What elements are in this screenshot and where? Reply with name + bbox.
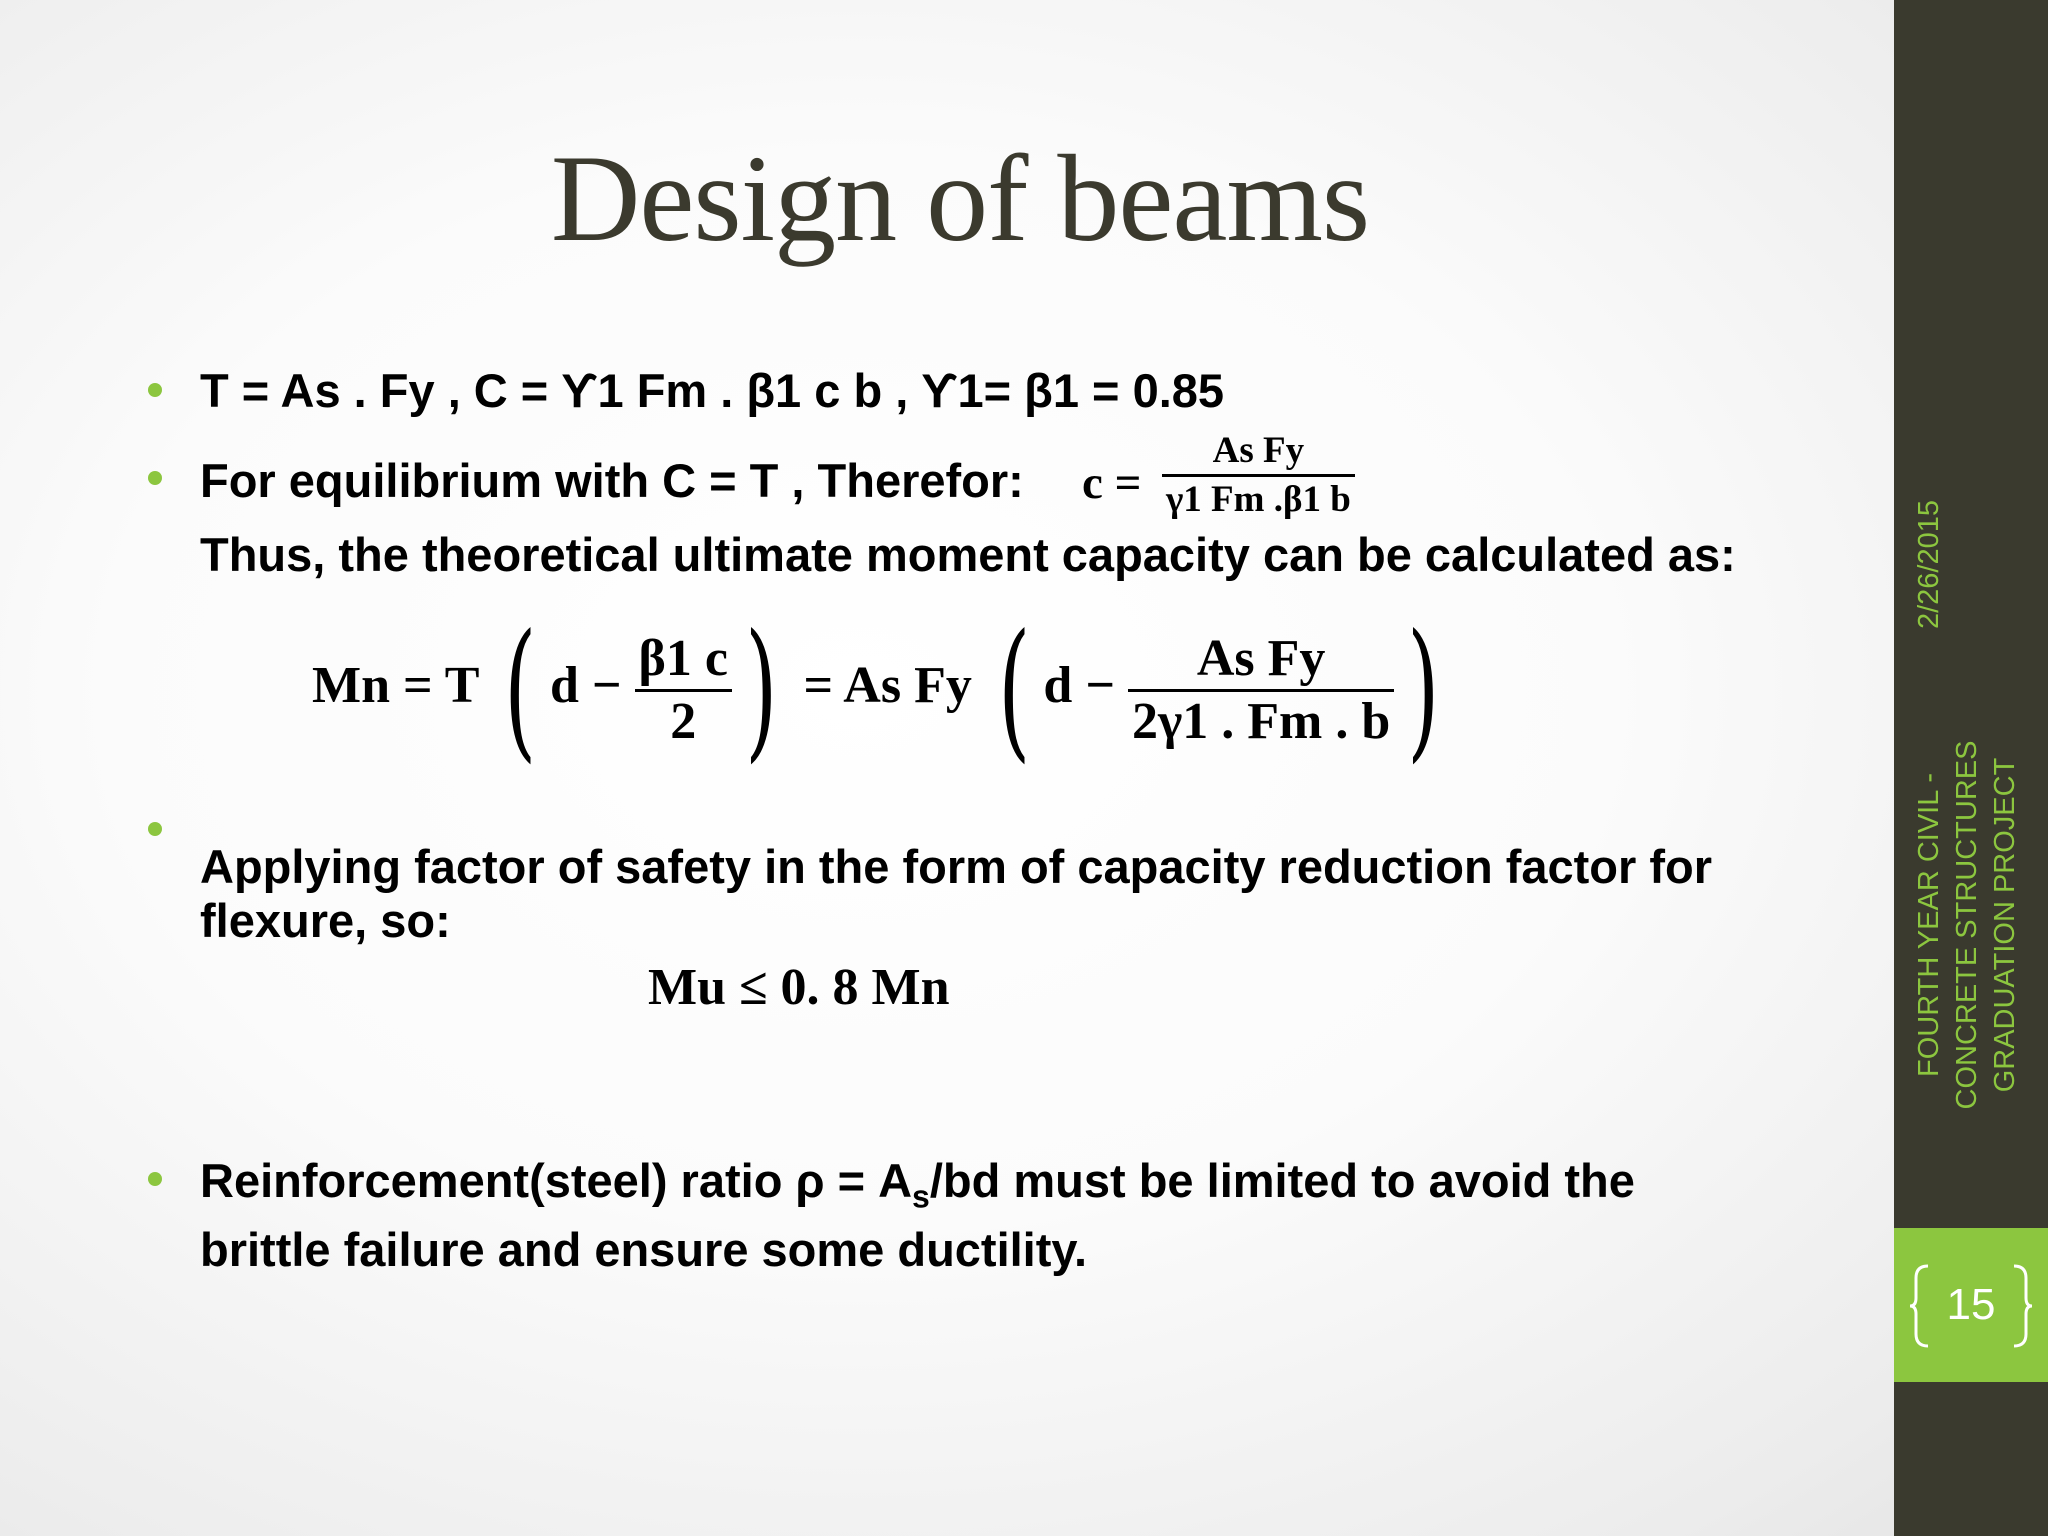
c-formula-denominator: γ1 Fm .β1 b bbox=[1162, 474, 1355, 523]
paren-close: ) bbox=[1407, 603, 1440, 778]
moment-fraction-2 bbox=[1128, 629, 1394, 752]
bullet-equilibrium bbox=[200, 454, 1760, 508]
moment-fraction-1 bbox=[635, 629, 732, 752]
moment-d2: d − bbox=[1043, 657, 1115, 714]
equilibrium-text: For equilibrium with C = T , Therefor: bbox=[200, 454, 1024, 507]
reinforcement-text-pre: Reinforcement(steel) ratio ρ = A bbox=[200, 1154, 913, 1207]
bullet-reinforcement-ratio bbox=[200, 1154, 1760, 1277]
reinforcement-subscript: s bbox=[912, 1178, 930, 1215]
bullet-dot bbox=[148, 822, 162, 836]
footer-text: FOURTH YEAR CIVIL - CONCRETE STRUCTURES GRADUATION PROJECT bbox=[1913, 740, 2021, 1110]
slide-date: 2/26/2015 bbox=[1913, 500, 1945, 630]
bullet-dot bbox=[148, 1172, 162, 1186]
bullet-force-definitions: T = As . Fy , C = ϒ1 Fm . β1 c b , ϒ1= β1 = 0.85 bbox=[200, 364, 1225, 417]
paren-open: ( bbox=[998, 603, 1031, 778]
bullet-dot bbox=[148, 383, 162, 397]
reinforcement-text-post: /bd must be limited to avoid the brittle failure and ensure some ductility. bbox=[200, 1154, 1635, 1277]
sidebar-footer-block bbox=[1910, 480, 2030, 1160]
fraction-2-denominator: 2γ1 . Fm . b bbox=[1128, 689, 1394, 752]
fraction-1-denominator: 2 bbox=[635, 689, 732, 752]
moment-lhs: Mn = T bbox=[312, 657, 479, 714]
fraction-2-numerator: As Fy bbox=[1196, 629, 1326, 687]
ultimate-moment-inequality: Mu ≤ 0. 8 Mn bbox=[648, 959, 950, 1016]
sidebar-bottom-band bbox=[1894, 1382, 2048, 1536]
moment-mid: = As Fy bbox=[803, 657, 972, 714]
bullet-safety-factor: Applying factor of safety in the form of capacity reduction factor for flexure, so: bbox=[200, 840, 1713, 947]
page-number: 15 bbox=[1946, 1280, 1996, 1329]
moment-d1: d − bbox=[549, 657, 622, 714]
slide-title: Design of beams bbox=[550, 130, 1370, 267]
fraction-1-numerator: β1 c bbox=[638, 629, 729, 687]
paren-open: ( bbox=[504, 603, 537, 778]
c-formula-lhs: c = bbox=[1082, 457, 1142, 509]
c-formula-fraction bbox=[1162, 428, 1355, 523]
moment-capacity-equation bbox=[312, 603, 1453, 778]
paren-close: ) bbox=[745, 603, 778, 778]
bullet-dot bbox=[148, 471, 162, 485]
bullet-moment-intro: Thus, the theoretical ultimate moment capacity can be calculated as: bbox=[200, 528, 1736, 581]
c-formula-numerator: As Fy bbox=[1212, 430, 1305, 471]
